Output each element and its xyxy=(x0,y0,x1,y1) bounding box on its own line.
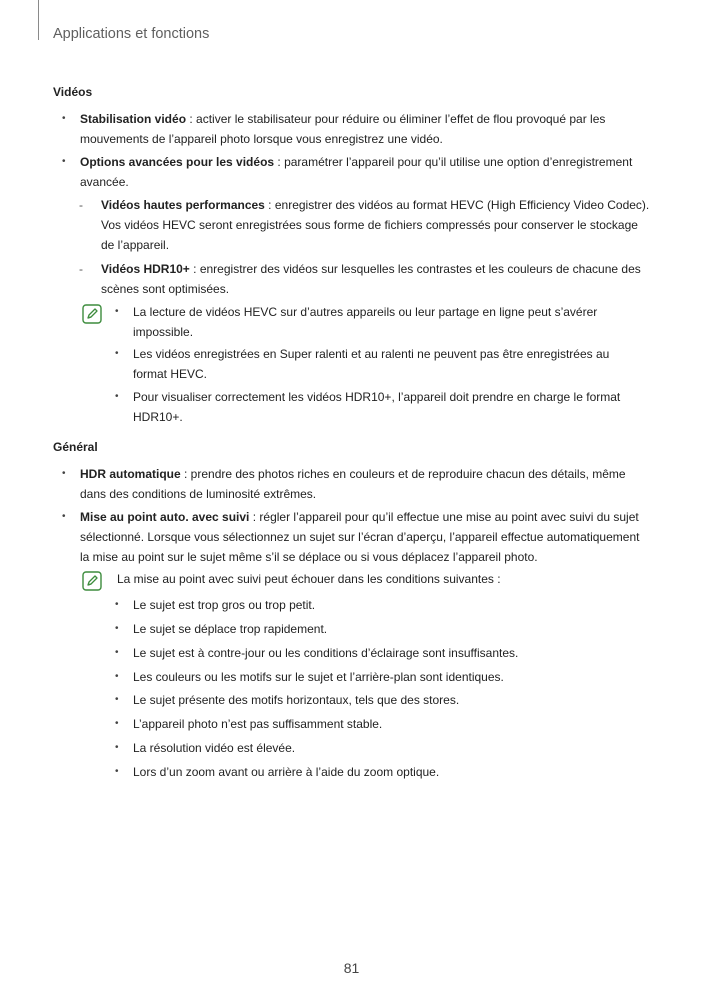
condition-text: Le sujet est trop gros ou trop petit. xyxy=(133,598,316,612)
bullet-icon: • xyxy=(115,742,119,753)
list-item-hdr-auto xyxy=(62,464,650,504)
condition-item xyxy=(115,619,643,639)
condition-item xyxy=(115,738,643,758)
condition-text: Lors d’un zoom avant ou arrière à l’aide du zoom optique. xyxy=(133,765,440,779)
note-item xyxy=(115,302,643,342)
note-pencil-icon xyxy=(82,571,102,591)
condition-text: La résolution vidéo est élevée. xyxy=(133,741,296,755)
item-term: Vidéos HDR10+ xyxy=(101,262,190,276)
bullet-icon: • xyxy=(115,718,119,729)
note-pencil-icon xyxy=(82,304,102,324)
note-text: La lecture de vidéos HEVC sur d’autres appareils ou leur partage en ligne peut s’avérer impossible. xyxy=(133,305,598,339)
condition-item xyxy=(115,690,643,710)
page-header-title: Applications et fonctions xyxy=(53,26,210,42)
bullet-icon: • xyxy=(115,647,119,658)
bullet-icon: • xyxy=(115,348,119,359)
condition-item xyxy=(115,595,643,615)
sub-item-hdr xyxy=(79,259,646,299)
condition-text: Le sujet se déplace trop rapidement. xyxy=(133,622,328,636)
condition-text: Les couleurs ou les motifs sur le sujet et l’arrière-plan sont identiques. xyxy=(133,670,504,684)
bullet-icon: • xyxy=(115,623,119,634)
condition-item xyxy=(115,643,643,663)
bullet-icon: • xyxy=(115,306,119,317)
note-intro-text: La mise au point avec suivi peut échouer dans les conditions suivantes : xyxy=(117,572,501,586)
item-description: : paramétrer l’appareil pour qu’il utilise une option d’enregistrement avancée. xyxy=(80,155,633,189)
item-term: HDR automatique xyxy=(80,467,181,481)
bullet-icon: • xyxy=(115,694,119,705)
dash-icon: - xyxy=(79,198,83,212)
condition-item xyxy=(115,714,643,734)
bullet-icon: • xyxy=(62,511,66,522)
note-text: Pour visualiser correctement les vidéos HDR10+, l’appareil doit prendre en charge le format HDR10+. xyxy=(133,390,621,424)
item-description: : prendre des photos riches en couleurs et de reproduire chacun des détails, même dans des conditions de luminosité extrêmes. xyxy=(80,467,626,501)
list-item-options xyxy=(62,152,652,192)
item-term: Mise au point auto. avec suivi xyxy=(80,510,250,524)
item-description: : enregistrer des vidéos sur lesquelles les contrastes et les couleurs de chacune des scènes sont optimisées. xyxy=(101,262,641,296)
item-description: : activer le stabilisateur pour réduire ou éliminer l’effet de flou provoqué par les mouvements de l’appareil photo lorsque vous enregistrez une vidéo. xyxy=(80,112,606,146)
note-item xyxy=(115,387,643,427)
list-item-stabilisation xyxy=(62,109,650,149)
bullet-icon: • xyxy=(115,391,119,402)
item-term: Vidéos hautes performances xyxy=(101,198,265,212)
sub-item-hevc xyxy=(79,195,653,255)
condition-item xyxy=(115,667,643,687)
item-term: Stabilisation vidéo xyxy=(80,112,187,126)
item-term: Options avancées pour les vidéos xyxy=(80,155,275,169)
note-item xyxy=(115,344,643,384)
note-text: Les vidéos enregistrées en Super ralenti et au ralenti ne peuvent pas être enregistrées au format HEVC. xyxy=(133,347,610,381)
bullet-icon: • xyxy=(115,599,119,610)
bullet-icon: • xyxy=(115,766,119,777)
section-title-general: Général xyxy=(53,440,98,454)
page-number: 81 xyxy=(343,960,360,976)
dash-icon: - xyxy=(79,262,83,276)
condition-item xyxy=(115,762,643,782)
condition-text: Le sujet est à contre-jour ou les conditions d’éclairage sont insuffisantes. xyxy=(133,646,519,660)
bullet-icon: • xyxy=(62,113,66,124)
condition-text: L’appareil photo n’est pas suffisamment stable. xyxy=(133,717,383,731)
item-description: : enregistrer des vidéos au format HEVC (High Efficiency Video Codec). Vos vidéos HEVC seront enregistrées sous forme de fichiers compressés pour conserver le stockage de l’appareil. xyxy=(101,198,650,252)
section-title-videos: Vidéos xyxy=(53,85,93,99)
bullet-icon: • xyxy=(62,156,66,167)
header-rule xyxy=(38,0,39,40)
bullet-icon: • xyxy=(62,468,66,479)
list-item-tracking xyxy=(62,507,652,567)
condition-text: Le sujet présente des motifs horizontaux, tels que des stores. xyxy=(133,693,460,707)
bullet-icon: • xyxy=(115,671,119,682)
item-description: : régler l’appareil pour qu’il effectue une mise au point avec suivi du sujet sélectionné. Lorsque vous sélectionnez un sujet sur l’écran d’aperçu, l’appareil effectue automatiquement la mise au point sur le sujet même s’il se déplace ou si vous déplacez l’appareil photo. xyxy=(80,510,640,564)
